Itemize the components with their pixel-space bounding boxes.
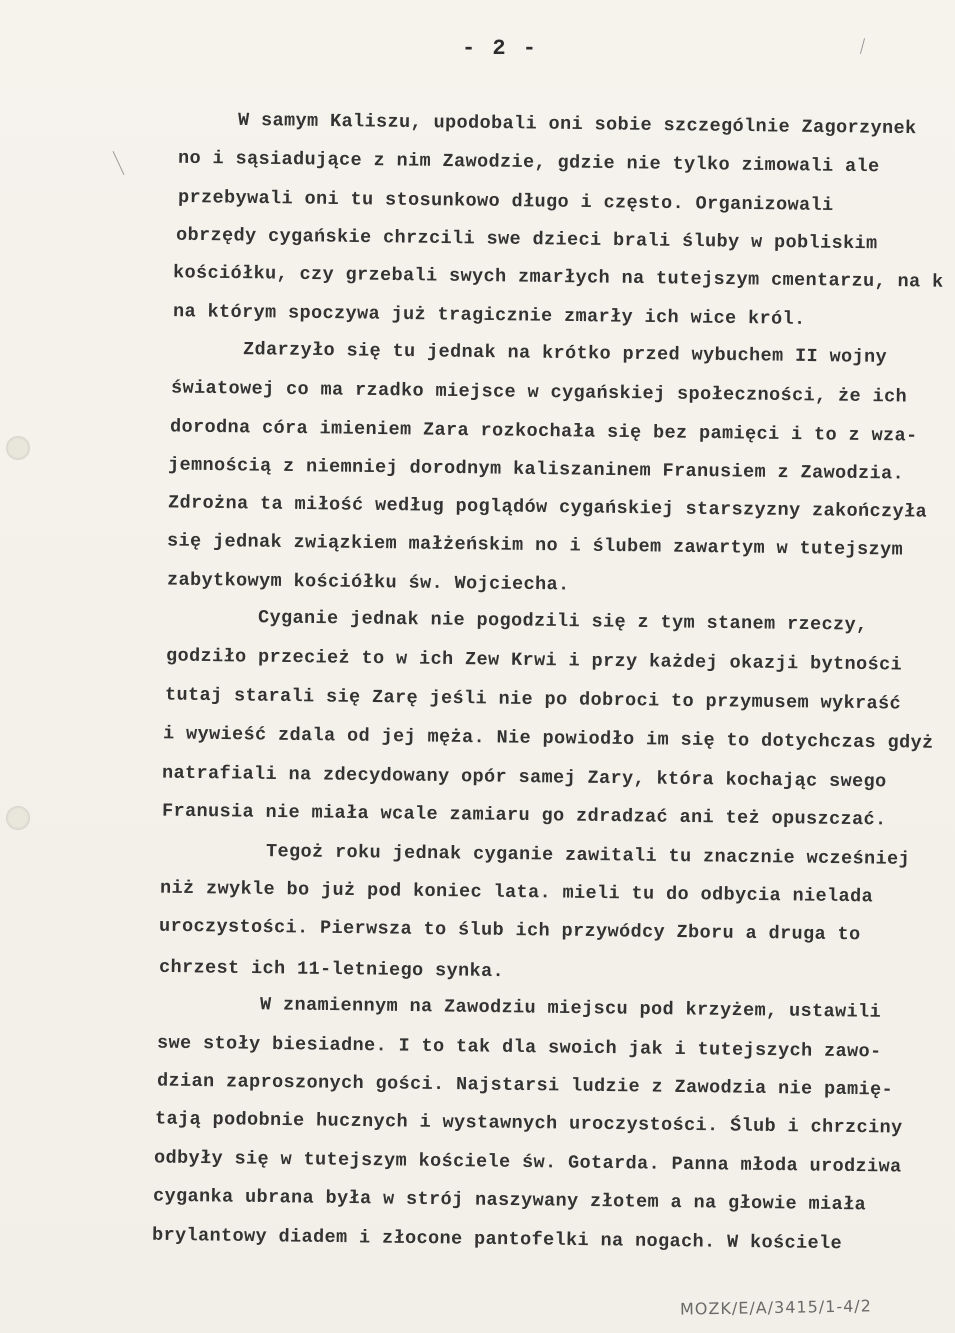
archive-signature: MOZK/E/A/3415/1-4/2 bbox=[679, 1296, 873, 1319]
punch-hole bbox=[6, 806, 30, 830]
punch-hole bbox=[6, 436, 30, 460]
text-line: odbyły się w tutejszym kościele św. Gotarda. Panna młoda urodziwa bbox=[153, 1147, 902, 1178]
text-line: przebywali oni tu stosunkowo długo i często. Organizowali bbox=[177, 186, 834, 217]
text-line: dorodna córa imieniem Zara rozkochała się bez pamięci i to z wza- bbox=[169, 416, 918, 447]
text-line: natrafiali na zdecydowany opór samej Zary, która kochając swego bbox=[161, 762, 887, 793]
text-line: jemnością z niemniej dorodnym kaliszaninem Franusiem z Zawodzia. bbox=[167, 454, 905, 485]
text-line: Zdarzyło się tu jednak na krótko przed wybuchem II wojny bbox=[242, 339, 888, 368]
text-line: chrzest ich 11-letniego synka. bbox=[158, 956, 505, 983]
text-line: światowej co ma rzadko miejsce w cygańskiej społeczności, że ich bbox=[170, 377, 908, 408]
text-line: godziło przecież to w ich Zew Krwi i przy każdej okazji bytności bbox=[165, 645, 903, 676]
text-line: dzian zaproszonych gości. Najstarsi ludzie z Zawodzia nie pamię- bbox=[156, 1070, 894, 1101]
text-line: W znamiennym na Zawodziu miejscu pod krzyżem, ustawili bbox=[259, 994, 882, 1023]
text-line: się jednak związkiem małżeńskim no i ślubem zawartym w tutejszym bbox=[166, 530, 904, 561]
text-line: Tegoż roku jednak cyganie zawitali tu znacznie wcześniej bbox=[265, 841, 911, 870]
text-line: niż zwykle bo już pod koniec lata. mieli tu do odbycia nielada bbox=[159, 877, 874, 908]
text-line: swe stoły biesiadne. I to tak dla swoich jak i tutejszych zawo- bbox=[156, 1032, 882, 1063]
text-line: i wywieść zdala od jej męża. Nie powiodło im się to dotychczas gdyż bbox=[162, 723, 934, 754]
text-line: obrzędy cygańskie chrzcili swe dzieci brali śluby w pobliskim bbox=[175, 224, 878, 255]
text-line: Cyganie jednak nie pogodzili się z tym stanem rzeczy, bbox=[257, 607, 868, 636]
text-line: Franusia nie miała wcale zamiaru go zdradzać ani też opuszczać. bbox=[161, 800, 887, 831]
pencil-mark bbox=[860, 38, 865, 54]
text-line: zabytkowym kościółku św. Wojciecha. bbox=[166, 569, 570, 596]
text-line: tutaj starali się Zarę jeśli nie po dobroci to przymusem wykraść bbox=[164, 684, 902, 715]
text-line: W samym Kaliszu, upodobali oni sobie szczególnie Zagorzynek bbox=[237, 109, 917, 140]
text-line: tają podobnie hucznych i wystawnych uroczystości. Ślub i chrzciny bbox=[154, 1108, 903, 1139]
text-line: Zdrożna ta miłość według poglądów cygańskiej starszyzny zakończyła bbox=[167, 492, 928, 523]
text-line: brylantowy diadem i złocone pantofelki na nogach. W kościele bbox=[151, 1224, 843, 1255]
pencil-mark bbox=[113, 151, 125, 175]
page-number: - 2 - bbox=[462, 36, 539, 61]
text-line: cyganka ubrana była w strój naszywany złotem a na głowie miała bbox=[152, 1185, 867, 1216]
text-line: kościółku, czy grzebali swych zmarłych na tutejszym cmentarzu, na k bbox=[172, 262, 944, 293]
text-line: no i sąsiadujące z nim Zawodzie, gdzie nie tylko zimowali ale bbox=[177, 147, 880, 178]
text-line: na którym spoczywa już tragicznie zmarły ich wice król. bbox=[172, 301, 806, 330]
text-line: uroczystości. Pierwsza to ślub ich przywódcy Zboru a druga to bbox=[158, 915, 861, 946]
